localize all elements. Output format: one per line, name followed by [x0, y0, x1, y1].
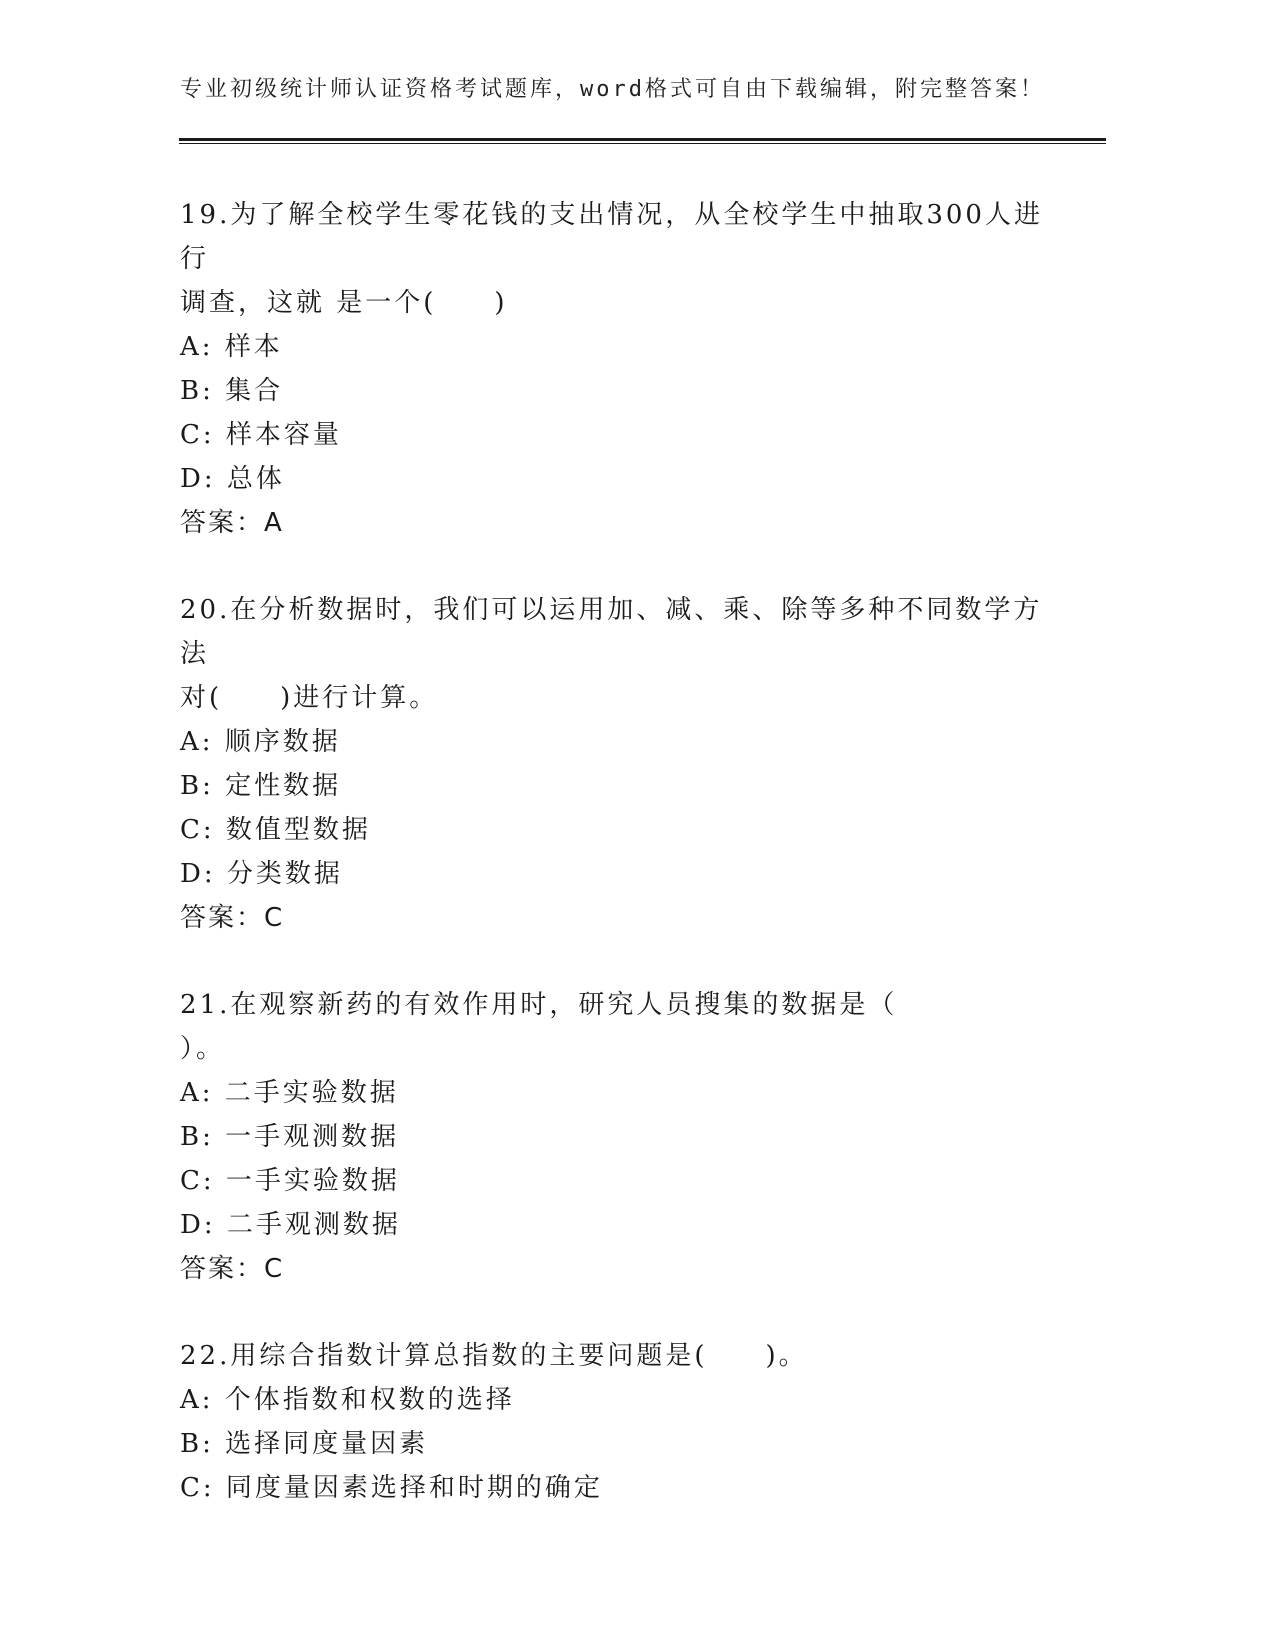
header-rule-thick: [179, 138, 1106, 141]
header-rule-thin: [179, 143, 1106, 144]
option-a: A: 样本: [180, 332, 283, 362]
answer: 答案：C: [180, 903, 285, 933]
option-d: D: 二手观测数据: [180, 1210, 401, 1240]
option-b: B: 选择同度量因素: [180, 1429, 429, 1459]
answer: 答案：C: [180, 1254, 285, 1284]
question-22: [180, 1334, 1060, 1510]
option-d: D: 总体: [180, 464, 285, 494]
option-b: B: 集合: [180, 376, 284, 406]
question-19: [180, 193, 1060, 545]
question-list: [180, 193, 1060, 1553]
question-20: [180, 588, 1060, 940]
option-a: A: 个体指数和权数的选择: [180, 1385, 515, 1415]
option-b: B: 定性数据: [180, 771, 342, 801]
option-c: C: 数值型数据: [180, 815, 371, 845]
option-c: C: 一手实验数据: [180, 1166, 400, 1196]
question-stem: 22.用综合指数计算总指数的主要问题是( )。: [180, 1341, 808, 1371]
question-stem: 19.为了解全校学生零花钱的支出情况，从全校学生中抽取300人进行 调查，这就 是一个( ): [180, 200, 1043, 318]
option-c: C: 样本容量: [180, 420, 342, 450]
option-d: D: 分类数据: [180, 859, 343, 889]
option-a: A: 顺序数据: [180, 727, 341, 757]
question-stem: 20.在分析数据时，我们可以运用加、减、乘、除等多种不同数学方法 对( )进行计算。: [180, 595, 1043, 713]
question-stem: 21.在观察新药的有效作用时，研究人员搜集的数据是（ ）。: [180, 990, 898, 1064]
answer: 答案：A: [180, 508, 284, 538]
page-header: 专业初级统计师认证资格考试题库，word格式可自由下载编辑，附完整答案！: [180, 77, 1045, 102]
option-a: A: 二手实验数据: [180, 1078, 399, 1108]
question-21: [180, 983, 1060, 1291]
option-b: B: 一手观测数据: [180, 1122, 400, 1152]
option-c: C: 同度量因素选择和时期的确定: [180, 1473, 603, 1503]
